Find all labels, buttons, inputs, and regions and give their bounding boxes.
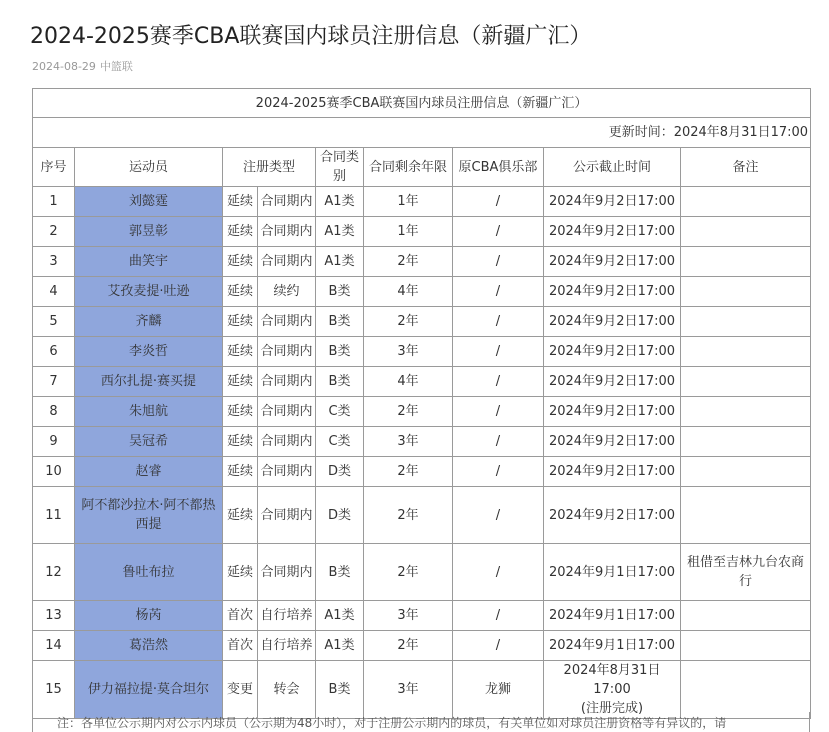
contract-class: D类 (316, 457, 364, 487)
contract-class: C类 (316, 427, 364, 457)
table-row (33, 631, 811, 661)
header-row (33, 148, 811, 187)
years-left: 2年 (364, 247, 453, 277)
former-club: / (453, 367, 544, 397)
deadline-time: 2024年9月2日17:00 (548, 254, 676, 269)
row-index: 1 (33, 187, 75, 217)
years-left: 3年 (364, 661, 453, 719)
deadline-time: 2024年9月2日17:00 (548, 284, 676, 299)
row-index: 12 (33, 544, 75, 601)
former-club: / (453, 427, 544, 457)
header-years-left: 合同剩余年限 (364, 148, 453, 187)
table-row (33, 277, 811, 307)
article-meta (32, 58, 133, 74)
reg-type-secondary: 合同期内 (258, 427, 316, 457)
former-club: / (453, 601, 544, 631)
update-value: 2024年8月31日17:00 (673, 125, 809, 140)
article-source: 中篮联 (99, 60, 133, 73)
note (681, 397, 811, 427)
deadline-time: 2024年9月2日17:00 (548, 434, 676, 449)
contract-class: B类 (316, 337, 364, 367)
reg-type-primary: 延续 (223, 187, 258, 217)
deadline (544, 457, 681, 487)
player-name: 李炎哲 (75, 337, 223, 367)
header-contract-class: 合同类别 (316, 148, 364, 187)
former-club: / (453, 247, 544, 277)
table-row (33, 487, 811, 544)
reg-type-primary: 首次 (223, 601, 258, 631)
years-left: 1年 (364, 217, 453, 247)
reg-type-primary: 延续 (223, 217, 258, 247)
years-left: 2年 (364, 307, 453, 337)
former-club: / (453, 337, 544, 367)
deadline (544, 187, 681, 217)
player-name: 西尔扎提·赛买提 (75, 367, 223, 397)
former-club: / (453, 487, 544, 544)
note: 租借至吉林九台农商行 (681, 544, 811, 601)
player-name: 葛浩然 (75, 631, 223, 661)
deadline-status: (注册完成) (580, 701, 644, 716)
row-index: 9 (33, 427, 75, 457)
years-left: 2年 (364, 487, 453, 544)
footnote: 注：各单位公示期内对公示内球员（公示期为48小时），对于注册公示期内的球员，有关单位如对球员注册资格等有异议的，请 (32, 712, 810, 732)
deadline-time: 2024年9月2日17:00 (548, 507, 676, 523)
note (681, 661, 811, 719)
reg-type-primary: 延续 (223, 487, 258, 544)
deadline-time: 2024年9月2日17:00 (548, 194, 676, 209)
article-title: 2024-2025赛季CBA联赛国内球员注册信息（新疆广汇） (30, 24, 592, 49)
contract-class: B类 (316, 661, 364, 719)
row-index: 7 (33, 367, 75, 397)
header-former-club: 原CBA俱乐部 (453, 148, 544, 187)
row-index: 5 (33, 307, 75, 337)
row-index: 11 (33, 487, 75, 544)
note (681, 217, 811, 247)
former-club: / (453, 187, 544, 217)
years-left: 2年 (364, 631, 453, 661)
deadline-time: 2024年8月31日17:00 (563, 663, 661, 697)
update-time (33, 118, 811, 148)
years-left: 2年 (364, 457, 453, 487)
table-row (33, 337, 811, 367)
row-index: 3 (33, 247, 75, 277)
deadline (544, 337, 681, 367)
contract-class: A1类 (316, 217, 364, 247)
former-club: 龙狮 (453, 661, 544, 719)
contract-class: D类 (316, 487, 364, 544)
table-row (33, 217, 811, 247)
player-name: 刘懿霆 (75, 187, 223, 217)
table-row (33, 397, 811, 427)
reg-type-secondary: 合同期内 (258, 217, 316, 247)
table-row (33, 427, 811, 457)
former-club: / (453, 277, 544, 307)
header-player: 运动员 (75, 148, 223, 187)
note (681, 187, 811, 217)
reg-type-secondary: 自行培养 (258, 631, 316, 661)
header-note: 备注 (681, 148, 811, 187)
years-left: 2年 (364, 544, 453, 601)
row-index: 6 (33, 337, 75, 367)
header-index: 序号 (33, 148, 75, 187)
reg-type-primary: 变更 (223, 661, 258, 719)
years-left: 3年 (364, 337, 453, 367)
note (681, 601, 811, 631)
reg-type-primary: 延续 (223, 457, 258, 487)
table-row (33, 367, 811, 397)
deadline-time: 2024年9月1日17:00 (548, 564, 676, 580)
update-row (33, 118, 811, 148)
contract-class: C类 (316, 397, 364, 427)
reg-type-secondary: 合同期内 (258, 457, 316, 487)
reg-type-secondary: 合同期内 (258, 487, 316, 544)
reg-type-primary: 延续 (223, 544, 258, 601)
player-name: 朱旭航 (75, 397, 223, 427)
deadline (544, 631, 681, 661)
player-name: 阿不都沙拉木·阿不都热西提 (75, 487, 223, 544)
player-name: 杨芮 (75, 601, 223, 631)
row-index: 4 (33, 277, 75, 307)
deadline-time: 2024年9月1日17:00 (548, 608, 676, 623)
contract-class: B类 (316, 367, 364, 397)
reg-type-primary: 延续 (223, 427, 258, 457)
years-left: 3年 (364, 427, 453, 457)
deadline (544, 544, 681, 601)
contract-class: A1类 (316, 247, 364, 277)
player-name: 齐麟 (75, 307, 223, 337)
reg-type-primary: 延续 (223, 307, 258, 337)
deadline (544, 397, 681, 427)
header-reg-type: 注册类型 (223, 148, 316, 187)
deadline (544, 247, 681, 277)
table-row (33, 187, 811, 217)
deadline-time: 2024年9月2日17:00 (548, 404, 676, 419)
reg-type-secondary: 转会 (258, 661, 316, 719)
table-row (33, 544, 811, 601)
reg-type-primary: 延续 (223, 367, 258, 397)
update-label: 更新时间： (608, 125, 674, 140)
row-index: 15 (33, 661, 75, 719)
player-name: 赵睿 (75, 457, 223, 487)
deadline-time: 2024年9月2日17:00 (548, 314, 676, 329)
former-club: / (453, 217, 544, 247)
reg-type-secondary: 合同期内 (258, 187, 316, 217)
row-index: 10 (33, 457, 75, 487)
contract-class: B类 (316, 307, 364, 337)
deadline (544, 427, 681, 457)
row-index: 8 (33, 397, 75, 427)
reg-type-secondary: 续约 (258, 277, 316, 307)
reg-type-primary: 延续 (223, 397, 258, 427)
table-caption: 2024-2025赛季CBA联赛国内球员注册信息（新疆广汇） (33, 89, 811, 118)
table-row (33, 661, 811, 719)
deadline (544, 307, 681, 337)
deadline-time: 2024年9月2日17:00 (548, 344, 676, 359)
deadline (544, 277, 681, 307)
note (681, 247, 811, 277)
note (681, 631, 811, 661)
years-left: 3年 (364, 601, 453, 631)
table-caption-row (33, 89, 811, 118)
deadline (544, 487, 681, 544)
note (681, 337, 811, 367)
row-index: 14 (33, 631, 75, 661)
reg-type-primary: 延续 (223, 277, 258, 307)
contract-class: A1类 (316, 187, 364, 217)
reg-type-primary: 延续 (223, 337, 258, 367)
table-row (33, 457, 811, 487)
header-deadline: 公示截止时间 (544, 148, 681, 187)
deadline (544, 367, 681, 397)
deadline (544, 661, 681, 719)
player-name: 曲笑宇 (75, 247, 223, 277)
years-left: 1年 (364, 187, 453, 217)
former-club: / (453, 397, 544, 427)
former-club: / (453, 544, 544, 601)
reg-type-primary: 延续 (223, 247, 258, 277)
years-left: 2年 (364, 397, 453, 427)
reg-type-secondary: 合同期内 (258, 307, 316, 337)
years-left: 4年 (364, 367, 453, 397)
deadline-time: 2024年9月2日17:00 (548, 374, 676, 389)
reg-type-secondary: 合同期内 (258, 544, 316, 601)
note (681, 307, 811, 337)
reg-type-secondary: 合同期内 (258, 397, 316, 427)
contract-class: A1类 (316, 631, 364, 661)
row-index: 2 (33, 217, 75, 247)
article-date: 2024-08-29 (32, 60, 96, 73)
reg-type-primary: 首次 (223, 631, 258, 661)
row-index: 13 (33, 601, 75, 631)
player-name: 吴冠希 (75, 427, 223, 457)
player-name: 鲁吐布拉 (75, 544, 223, 601)
years-left: 4年 (364, 277, 453, 307)
note (681, 427, 811, 457)
deadline (544, 217, 681, 247)
reg-type-secondary: 合同期内 (258, 247, 316, 277)
note (681, 457, 811, 487)
player-name: 伊力福拉提·莫合坦尔 (75, 661, 223, 719)
contract-class: A1类 (316, 601, 364, 631)
former-club: / (453, 307, 544, 337)
reg-type-secondary: 合同期内 (258, 367, 316, 397)
contract-class: B类 (316, 544, 364, 601)
note (681, 367, 811, 397)
deadline-time: 2024年9月1日17:00 (548, 638, 676, 653)
table-row (33, 247, 811, 277)
player-name: 郭昱彰 (75, 217, 223, 247)
note (681, 277, 811, 307)
table-row (33, 601, 811, 631)
former-club: / (453, 457, 544, 487)
former-club: / (453, 631, 544, 661)
contract-class: B类 (316, 277, 364, 307)
note (681, 487, 811, 544)
deadline-time: 2024年9月2日17:00 (548, 464, 676, 479)
deadline-time: 2024年9月2日17:00 (548, 224, 676, 239)
deadline (544, 601, 681, 631)
registration-table (32, 88, 811, 719)
table-row (33, 307, 811, 337)
player-name: 艾孜麦提·吐逊 (75, 277, 223, 307)
reg-type-secondary: 合同期内 (258, 337, 316, 367)
reg-type-secondary: 自行培养 (258, 601, 316, 631)
